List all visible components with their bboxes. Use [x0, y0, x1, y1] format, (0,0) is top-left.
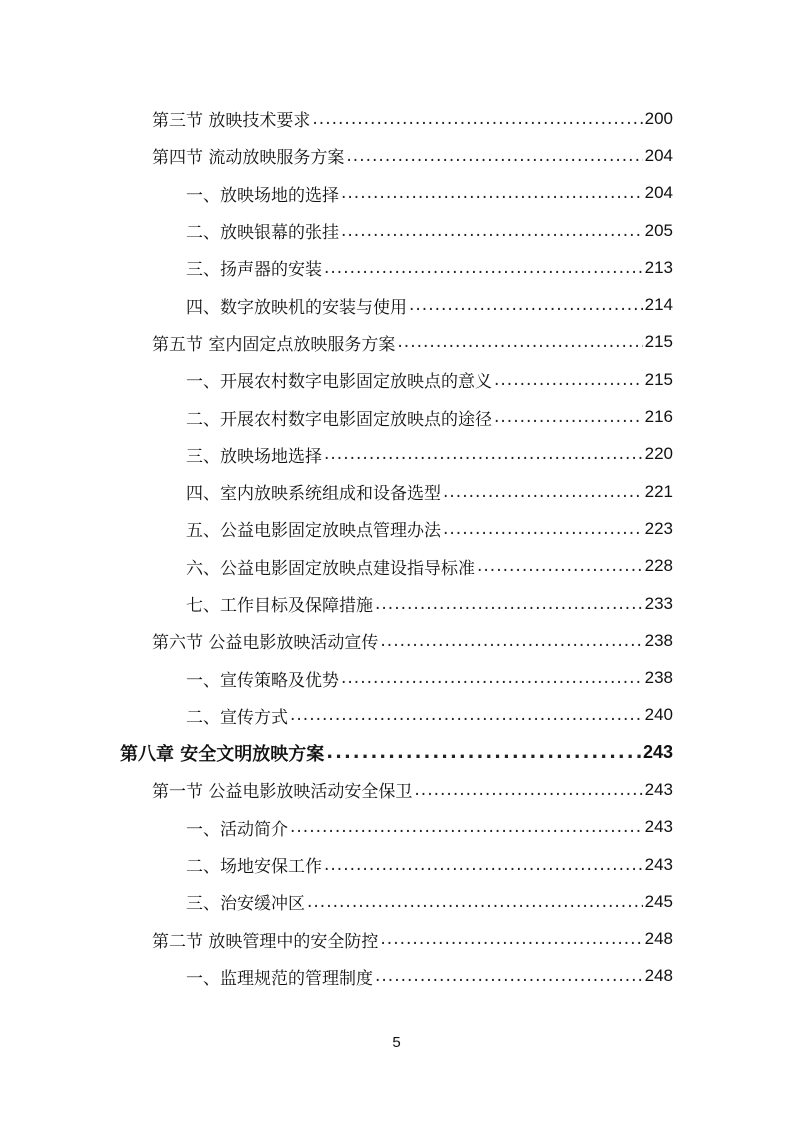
- toc-entry-label: 一、放映场地的选择: [186, 185, 339, 206]
- toc-entry-label: 第六节 公益电影放映活动宣传: [152, 633, 379, 654]
- toc-section-entry[interactable]: [0, 771, 793, 808]
- toc-entry-page: 240: [644, 705, 673, 725]
- toc-entry-label: 第二节 放映管理中的安全防控: [152, 931, 379, 952]
- dot-leader: [494, 407, 643, 427]
- toc-entry-page: 205: [644, 220, 673, 240]
- dot-leader: [326, 742, 641, 763]
- toc-subsection-entry[interactable]: [0, 212, 793, 249]
- table-of-contents: [0, 100, 793, 995]
- toc-subsection-entry[interactable]: [0, 809, 793, 846]
- toc-entry-page: 216: [644, 407, 673, 427]
- toc-entry-page: 248: [644, 966, 673, 986]
- dot-leader: [380, 929, 642, 949]
- toc-entry-label: 六、公益电影固定放映点建设指导标准: [186, 558, 475, 579]
- toc-section-entry[interactable]: [0, 100, 793, 137]
- toc-entry-label: 一、宣传策略及优势: [186, 670, 339, 691]
- toc-entry-label: 第五节 室内固定点放映服务方案: [152, 334, 396, 355]
- dot-leader: [397, 332, 642, 352]
- toc-entry-label: 三、治安缓冲区: [186, 894, 305, 915]
- page-number: 5: [392, 1034, 401, 1051]
- dot-leader: [409, 295, 643, 315]
- toc-entry-label: 第八章 安全文明放映方案: [120, 743, 325, 765]
- toc-entry-label: 一、监理规范的管理制度: [186, 968, 373, 989]
- toc-subsection-entry[interactable]: [0, 548, 793, 585]
- toc-entry-label: 二、开展农村数字电影固定放映点的途径: [186, 409, 492, 430]
- toc-subsection-entry[interactable]: [0, 510, 793, 547]
- toc-subsection-entry[interactable]: [0, 659, 793, 696]
- toc-section-entry[interactable]: [0, 137, 793, 174]
- toc-section-entry[interactable]: [0, 622, 793, 659]
- toc-entry-label: 二、宣传方式: [186, 707, 288, 728]
- toc-entry-page: 233: [644, 593, 673, 613]
- dot-leader: [443, 519, 643, 539]
- toc-section-entry[interactable]: [0, 324, 793, 361]
- dot-leader: [380, 631, 642, 651]
- toc-section-entry[interactable]: [0, 921, 793, 958]
- dot-leader: [477, 556, 643, 576]
- toc-entry-page: 243: [644, 779, 673, 799]
- dot-leader: [341, 668, 643, 688]
- toc-entry-label: 七、工作目标及保障措施: [186, 596, 373, 616]
- dot-leader: [312, 109, 642, 129]
- dot-leader: [324, 444, 643, 464]
- dot-leader: [346, 146, 642, 166]
- toc-entry-page: 214: [644, 295, 673, 315]
- toc-entry-label: 一、开展农村数字电影固定放映点的意义: [186, 372, 492, 393]
- dot-leader: [290, 817, 643, 837]
- toc-entry-page: 245: [644, 891, 673, 911]
- dot-leader: [414, 780, 642, 800]
- dot-leader: [307, 892, 643, 912]
- toc-entry-page: 213: [644, 257, 673, 277]
- toc-subsection-entry[interactable]: [0, 958, 793, 995]
- toc-subsection-entry[interactable]: [0, 361, 793, 398]
- dot-leader: [375, 966, 643, 986]
- toc-subsection-entry[interactable]: [0, 175, 793, 212]
- toc-entry-label: 二、场地安保工作: [186, 857, 322, 878]
- toc-entry-page: 200: [644, 108, 673, 128]
- dot-leader: [443, 482, 643, 502]
- toc-subsection-entry[interactable]: [0, 249, 793, 286]
- toc-subsection-entry[interactable]: [0, 473, 793, 510]
- toc-entry-page: 204: [644, 145, 673, 165]
- toc-subsection-entry[interactable]: [0, 697, 793, 734]
- toc-entry-page: 243: [644, 817, 673, 837]
- toc-entry-label: 第四节 流动放映服务方案: [152, 148, 345, 169]
- toc-entry-label: 五、公益电影固定放映点管理办法: [186, 521, 441, 542]
- toc-entry-page: 204: [644, 183, 673, 203]
- dot-leader: [341, 183, 643, 203]
- toc-entry-page: 243: [642, 742, 673, 763]
- toc-entry-label: 第三节 放映技术要求: [152, 111, 311, 132]
- toc-entry-label: 三、放映场地选择: [186, 446, 322, 467]
- toc-entry-page: 238: [644, 630, 673, 650]
- toc-entry-page: 248: [644, 929, 673, 949]
- toc-subsection-entry[interactable]: [0, 883, 793, 920]
- toc-entry-page: 221: [644, 481, 673, 501]
- dot-leader: [324, 855, 643, 875]
- toc-entry-label: 四、数字放映机的安装与使用: [186, 297, 407, 318]
- toc-entry-page: 228: [644, 556, 673, 576]
- toc-entry-label: 四、室内放映系统组成和设备选型: [186, 484, 441, 505]
- dot-leader: [494, 370, 643, 390]
- toc-entry-page: 215: [644, 332, 673, 352]
- dot-leader: [290, 705, 643, 725]
- toc-entry-page: 223: [644, 518, 673, 538]
- toc-entry-label: 三、扬声器的安装: [186, 260, 322, 281]
- toc-subsection-entry[interactable]: [0, 846, 793, 883]
- toc-entry-label: 二、放映银幕的张挂: [186, 223, 339, 244]
- toc-subsection-entry[interactable]: [0, 585, 793, 622]
- dot-leader: [341, 221, 643, 241]
- toc-entry-page: 215: [644, 369, 673, 389]
- dot-leader: [324, 258, 643, 278]
- toc-entry-label: 第一节 公益电影放映活动安全保卫: [152, 782, 413, 803]
- toc-entry-page: 243: [644, 854, 673, 874]
- toc-entry-page: 238: [644, 668, 673, 688]
- dot-leader: [375, 594, 643, 614]
- toc-subsection-entry[interactable]: [0, 398, 793, 435]
- toc-entry-page: 220: [644, 444, 673, 464]
- toc-subsection-entry[interactable]: [0, 286, 793, 323]
- toc-subsection-entry[interactable]: [0, 436, 793, 473]
- toc-chapter-entry[interactable]: [0, 734, 793, 771]
- toc-entry-label: 一、活动简介: [186, 819, 288, 840]
